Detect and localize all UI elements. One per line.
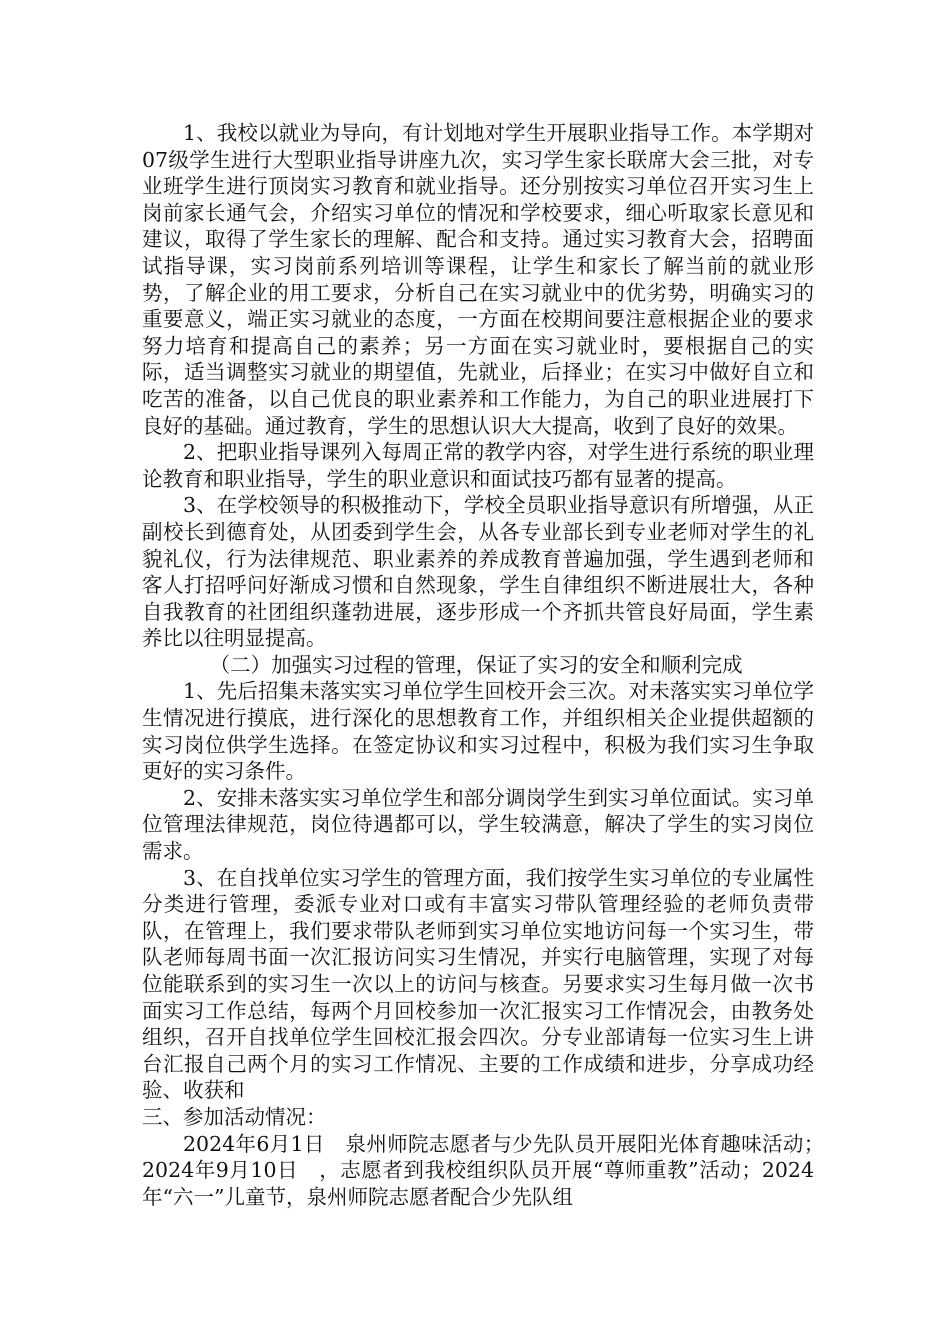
paragraph-student-meetings: 1、先后招集未落实实习单位学生回校开会三次。对未落实实习单位学生情况进行摸底，进行深化的思想教育工作，并组织相关企业提供超额的实习岗位供学生选择。在签定协议和实习过程中，积极为我们实习生争取更好的实习条件。	[142, 679, 814, 784]
section-heading-activities: 三、参加活动情况：	[142, 1104, 327, 1129]
paragraph-career-guidance: 1、我校以就业为导向，有计划地对学生开展职业指导工作。本学期对07级学生进行大型职业指导讲座九次，实习学生家长联席大会三批，对专业班学生进行顶岗实习教育和就业指导。还分别按实习单位召开实习生上岗前家长通气会，介绍实习单位的情况和学校要求，细心听取家长意见和建议，取得了学生家长的理解、配合和支持。通过实习教育大会，招聘面试指导课，实习岗前系列培训等课程，让学生和家长了解当前的就业形势，了解企业的用工要求，分析自己在实习就业中的优劣势，明确实习的重要意义，端正实习就业的态度，一方面在校期间要注意根据企业的要求努力培育和提高自己的素养；另一方面在实习就业时，要根据自己的实际，适当调整实习就业的期望值，先就业，后择业；在实习中做好自立和吃苦的准备，以自己优良的职业素养和工作能力，为自己的职业进展打下良好的基础。通过教育，学生的思想认识大大提高，收到了良好的效果。	[142, 121, 814, 438]
paragraph-self-found-internship: 3、在自找单位实习学生的管理方面，我们按学生实习单位的专业属性分类进行管理，委派专业对口或有丰富实习带队管理经验的老师负责带队，在管理上，我们要求带队老师到实习单位实地访问每一个实习生，带队老师每周书面一次汇报访问实习生情况，并实行电脑管理，实现了对每位能联系到的实习生一次以上的访问与核查。另要求实习生每月做一次书面实习工作总结，每两个月回校参加一次汇报实习工作情况会，由教务处组织，召开自找单位学生回校汇报会四次。分专业部请每一位实习生上讲台汇报自己两个月的实习工作情况、主要的工作成绩和进步，分享成功经验、收获和	[142, 865, 814, 1103]
paragraph-interview-arrangement: 2、安排未落实实习单位学生和部分调岗学生到实习单位面试。实习单位管理法律规范，岗位待遇都可以，学生较满意，解决了学生的实习岗位需求。	[142, 785, 814, 864]
paragraph-activities-list: 2024年6月1日 泉州师院志愿者与少先队员开展阳光体育趣味活动； 2024年9月10日 ，志愿者到我校组织队员开展“尊师重教”活动；2024年“六一”儿童节，泉州师院志愿者配合少先队组	[142, 1131, 835, 1209]
section-heading-internship-management: （二）加强实习过程的管理，保证了实习的安全和顺利完成	[209, 652, 743, 677]
paragraph-staff-awareness: 3、在学校领导的积极推动下，学校全员职业指导意识有所增强，从正副校长到德育处，从团委到学生会，从各专业部长到专业老师对学生的礼貌礼仪，行为法律规范、职业素养的养成教育普遍加强，学生遇到老师和客人打招呼问好渐成习惯和自然现象，学生自律组织不断进展壮大，各种自我教育的社团组织蓬勃进展，逐步形成一个齐抓共管良好局面，学生素养比以往明显提高。	[142, 493, 814, 651]
paragraph-guidance-course: 2、把职业指导课列入每周正常的教学内容，对学生进行系统的职业理论教育和职业指导，学生的职业意识和面试技巧都有显著的提高。	[142, 440, 814, 491]
document-page	[142, 120, 835, 1210]
